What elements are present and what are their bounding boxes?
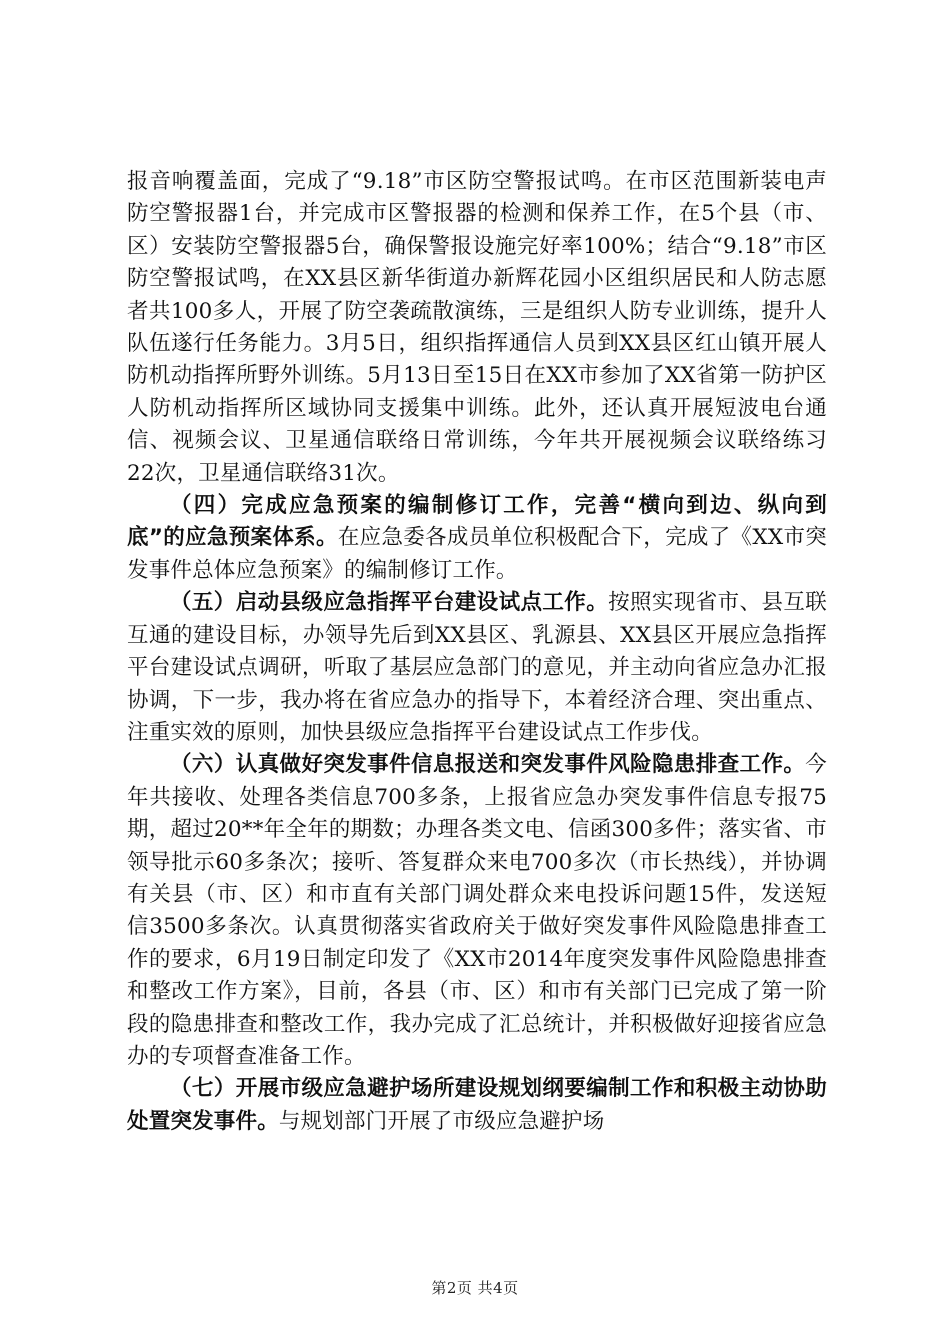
paragraph-section-4 [127, 490, 827, 587]
paragraph-text: 按照实现省市、县互联互通的建设目标，办领导先后到XX县区、乳源县、XX县区开展应急指挥平台建设试点调研，听取了基层应急部门的意见，并主动向省应急办汇报协调，下一步，我办将在省应急办的指导下，本着经济合理、突出重点、注重实效的原则，加快县级应急指挥平台建设试点工作步伐。 [127, 590, 827, 745]
paragraph-text: 今年共接收、处理各类信息700多条，上报省应急办突发事件信息专报75期，超过20**年全年的期数；办理各类文电、信函300多件；落实省、市领导批示60多条次；接听、答复群众来电700多次（市长热线），并协调有关县（市、区）和市直有关部门调处群众来电投诉问题15件，发送短信3500多条次。认真贯彻落实省政府关于做好突发事件风险隐患排查工作的要求，6月19日制定印发了《XX市2014年度突发事件风险隐患排查和整改工作方案》，目前，各县（市、区）和市有关部门已完成了第一阶段的隐患排查和整改工作，我办完成了汇总统计，并积极做好迎接省应急办的专项督查准备工作。 [127, 752, 827, 1069]
paragraph-continuation [127, 166, 827, 490]
paragraph-text: 与规划部门开展了市级应急避护场 [278, 1108, 605, 1134]
document-body [127, 166, 827, 1138]
section-heading: （六）认真做好突发事件信息报送和突发事件风险隐患排查工作。 [170, 752, 806, 778]
paragraph-text: 在应急委各成员单位积极配合下，完成了《XX市突发事件总体应急预案》的编制修订工作。 [127, 525, 827, 583]
paragraph-section-6 [127, 749, 827, 1073]
section-heading: （五）启动县级应急指挥平台建设试点工作。 [170, 590, 609, 616]
paragraph-section-5 [127, 587, 827, 749]
paragraph-text: 报音响覆盖面，完成了“9.18”市区防空警报试鸣。在市区范围新装电声防空警报器1台，并完成市区警报器的检测和保养工作，在5个县（市、区）安装防空警报器5台，确保警报设施完好率100%；结合“9.18”市区防空警报试鸣，在XX县区新华街道办新辉花园小区组织居民和人防志愿者共100多人，开展了防空袭疏散演练，三是组织人防专业训练，提升人队伍遂行任务能力。3月5日，组织指挥通信人员到XX县区红山镇开展人防机动指挥所野外训练。5月13日至15日在XX市参加了XX省第一防护区人防机动指挥所区域协同支援集中训练。此外，还认真开展短波电台通信、视频会议、卫星通信联络日常训练，今年共开展视频会议联络练习22次，卫星通信联络31次。 [127, 169, 827, 486]
section-heading: （四）完成应急预案的编制修订工作，完善“横向到边、纵向到底”的应急预案体系。 [127, 493, 827, 551]
paragraph-section-7 [127, 1073, 827, 1138]
section-heading: （七）开展市级应急避护场所建设规划纲要编制工作和积极主动协助处置突发事件。 [127, 1076, 827, 1134]
page-footer: 第2页 共4页 [431, 1279, 519, 1297]
